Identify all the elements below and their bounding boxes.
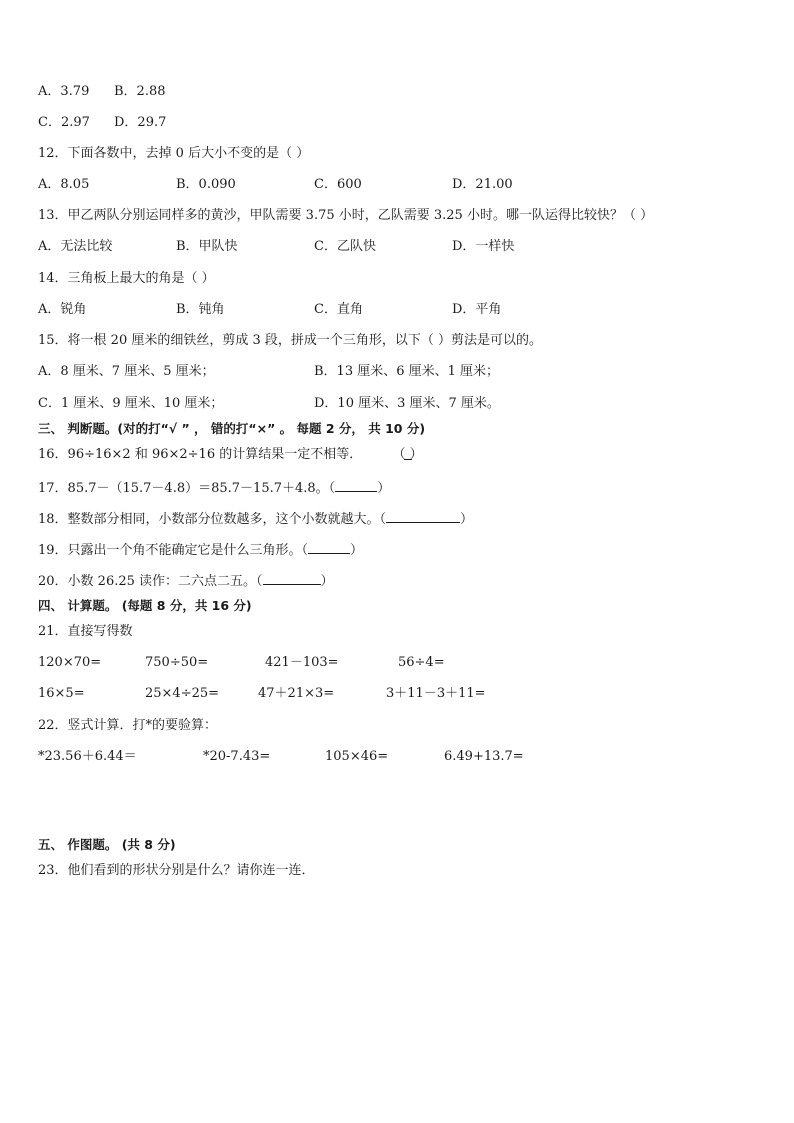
question-12: 12．下面各数中，去掉 0 后大小不变的是（ ）	[38, 146, 310, 161]
option-a: A．无法比较	[38, 239, 113, 254]
blank-brackets: （ ）	[392, 447, 423, 462]
question-text: 16．96÷16×2 和 96×2÷16 的计算结果一定不相等．	[38, 447, 363, 462]
answer-blank[interactable]	[335, 478, 377, 492]
question-15: 15．将一根 20 厘米的细铁丝，剪成 3 段，拼成一个三角形，以下（ ）剪法是可以的。	[38, 333, 543, 348]
calc-item: 105×46=	[325, 749, 389, 764]
question-text: 18．整数部分相同，小数部分位数越多，这个小数就越大。（	[38, 512, 387, 527]
calc-item: 56÷4=	[398, 655, 445, 670]
calc-item: 3＋11－3＋11=	[386, 686, 486, 701]
question-16	[38, 446, 423, 464]
answer-blank[interactable]	[386, 509, 460, 523]
question-22: 22．竖式计算．打*的要验算：	[38, 718, 218, 733]
option-c: C．直角	[314, 302, 363, 317]
calc-item: 16×5=	[38, 686, 85, 701]
section-3-title: 三、 判断题。(对的打“√ ” ， 错的打“×” 。 每题 2 分， 共 10 分)	[38, 421, 426, 436]
calc-item: 6.49+13.7=	[444, 749, 524, 764]
option-c: C．2.97	[38, 115, 90, 130]
option-b: B．13 厘米、6 厘米、1 厘米；	[314, 364, 500, 379]
option-d: D．10 厘米、3 厘米、7 厘米。	[314, 396, 500, 411]
question-17	[38, 478, 390, 498]
calc-item: 750÷50=	[145, 655, 209, 670]
close-paren: ）	[350, 543, 364, 558]
calc-item: 25×4÷25=	[145, 686, 220, 701]
option-b: B．2.88	[114, 84, 166, 99]
option-c: C．1 厘米、9 厘米、10 厘米；	[38, 396, 224, 411]
close-paren: ）	[320, 574, 334, 589]
answer-blank[interactable]	[308, 540, 350, 554]
answer-blank[interactable]	[263, 571, 321, 585]
question-13: 13．甲乙两队分别运同样多的黄沙，甲队需要 3.75 小时，乙队需要 3.25 小时。哪一队运得比较快？（ ）	[38, 208, 654, 223]
question-14: 14．三角板上最大的角是（ ）	[38, 271, 215, 286]
option-b: B．甲队快	[176, 239, 238, 254]
option-b: B．0.090	[176, 177, 236, 192]
question-23: 23．他们看到的形状分别是什么？请你连一连．	[38, 863, 315, 878]
section-4-title: 四、 计算题。 (每题 8 分，共 16 分)	[38, 598, 252, 613]
calc-item: 120×70=	[38, 655, 102, 670]
question-18	[38, 509, 473, 529]
question-text: 20．小数 26.25 读作：二六点二五。（	[38, 574, 263, 589]
option-c: C．600	[314, 177, 362, 192]
question-19	[38, 540, 363, 560]
option-a: A．3.79	[38, 84, 90, 99]
answer-blank[interactable]	[393, 447, 423, 462]
option-b: B．钝角	[176, 302, 225, 317]
option-a: A．8.05	[38, 177, 90, 192]
section-5-title: 五、 作图题。 (共 8 分)	[38, 837, 176, 852]
question-21: 21．直接写得数	[38, 624, 133, 639]
question-text: 19．只露出一个角不能确定它是什么三角形。（	[38, 543, 309, 558]
calc-item: 421－103=	[265, 655, 339, 670]
option-a: A．锐角	[38, 302, 87, 317]
close-paren: ）	[377, 481, 391, 496]
option-d: D．平角	[452, 302, 502, 317]
option-a: A．8 厘米、7 厘米、5 厘米；	[38, 364, 215, 379]
calc-item: *20-7.43=	[203, 749, 271, 764]
option-d: D．21.00	[452, 177, 513, 192]
close-paren: ）	[460, 512, 474, 527]
option-d: D．29.7	[114, 115, 167, 130]
question-text: 17．85.7－（15.7－4.8）＝85.7－15.7＋4.8。（	[38, 481, 336, 496]
option-c: C．乙队快	[314, 239, 376, 254]
calc-item: *23.56＋6.44＝	[38, 749, 137, 764]
question-20	[38, 571, 334, 591]
option-d: D．一样快	[452, 239, 515, 254]
calc-item: 47＋21×3=	[258, 686, 335, 701]
